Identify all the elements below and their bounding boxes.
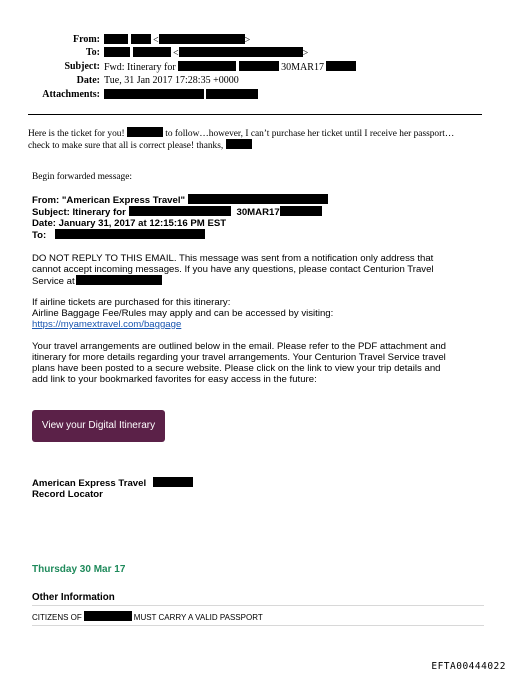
notice-paragraph-1 (32, 253, 434, 287)
document-id: EFTA00444022 (431, 661, 506, 672)
subject-code: 30MAR17 (281, 62, 324, 73)
fwd-from-line (32, 194, 328, 206)
other-info-rule (32, 605, 484, 606)
notice-text: If airline tickets are purchased for this itinerary: (32, 297, 231, 308)
redacted-block (104, 47, 130, 57)
redacted-block (133, 47, 171, 57)
redacted-block (159, 34, 245, 44)
redacted-block (188, 194, 328, 204)
intro-line-2 (28, 139, 252, 152)
intro-text-b: to follow…however, I can’t purchase her ticket until I receive her passport… (165, 129, 455, 139)
redacted-block (55, 229, 205, 239)
redacted-block (178, 61, 236, 71)
redacted-block (239, 61, 279, 71)
redacted-block (84, 611, 132, 621)
day-heading: Thursday 30 Mar 17 (32, 564, 126, 575)
view-itinerary-button[interactable]: View your Digital Itinerary (32, 410, 165, 442)
redacted-block (104, 34, 128, 44)
citizens-text-a: CITIZENS OF (32, 613, 82, 622)
notice-text: DO NOT REPLY TO THIS EMAIL. This message was sent from a notification only address that (32, 253, 434, 264)
redacted-block (226, 139, 252, 149)
redacted-block (179, 47, 303, 57)
notice-text: Your travel arrangements are outlined below in the email. Please refer to the PDF attachment and (32, 341, 447, 352)
fwd-subject-line (32, 206, 328, 218)
citizens-line (32, 611, 263, 623)
subject-prefix: Fwd: Itinerary for (104, 62, 176, 73)
from-lt: < (153, 35, 159, 46)
redacted-block (153, 477, 193, 487)
record-locator (32, 477, 193, 500)
intro-text-a: Here is the ticket for you! (28, 129, 125, 139)
forwarded-header (32, 194, 328, 241)
notice-text: cannot accept incoming messages. If you have any questions, please contact Centurion Travel (32, 264, 434, 275)
fwd-to: To: (32, 230, 47, 241)
baggage-link[interactable]: https://myamextravel.com/baggage (32, 319, 182, 330)
from-gt: > (244, 35, 251, 46)
record-locator-label: Record Locator (32, 489, 103, 500)
redacted-block (127, 127, 163, 137)
notice-text: plans have been posted to a secure website. Please click on the link to view your trip details and (32, 363, 441, 374)
header-separator (28, 114, 482, 115)
citizens-text-b: MUST CARRY A VALID PASSPORT (133, 613, 263, 622)
other-info-title: Other Information (32, 592, 115, 603)
redacted-block (326, 61, 356, 71)
redacted-block (280, 206, 322, 216)
subject-label: Subject: (64, 61, 100, 72)
to-gt: > (302, 48, 309, 59)
to-label: To: (85, 47, 100, 58)
notice-text: itinerary for more details regarding your travel arrangements. Your Centurion Travel Service travel (32, 352, 446, 363)
notice-text: Airline Baggage Fee/Rules may apply and can be accessed by visiting: (32, 308, 334, 319)
fwd-to-line (32, 229, 328, 241)
notice-text (32, 275, 434, 287)
begin-forwarded: Begin forwarded message: (32, 172, 132, 182)
attachments-label: Attachments: (42, 89, 100, 100)
notice-service-at: Service at (32, 276, 75, 287)
fwd-subject-code: 30MAR17 (236, 207, 280, 218)
to-value (104, 47, 308, 60)
to-lt: < (173, 48, 179, 59)
intro-text-c: check to make sure that all is correct please! thanks, (28, 141, 224, 151)
fwd-from: From: "American Express Travel" (32, 195, 186, 206)
notice-paragraph-2 (32, 297, 333, 330)
fwd-subject: Subject: Itinerary for (32, 207, 126, 218)
citizens-rule (32, 625, 484, 626)
record-company: American Express Travel (32, 478, 147, 489)
notice-text: add link to your bookmarked favorites for easy access in the future: (32, 374, 317, 385)
redacted-block (131, 34, 151, 44)
notice-paragraph-3 (32, 341, 446, 385)
date-value: Tue, 31 Jan 2017 17:28:35 +0000 (104, 75, 239, 86)
attachments-value (104, 89, 258, 102)
record-line-1 (32, 477, 193, 489)
from-label: From: (72, 34, 100, 45)
from-value (104, 34, 250, 47)
redacted-block (206, 89, 258, 99)
date-label: Date: (76, 75, 100, 86)
redacted-block (76, 275, 162, 285)
redacted-block (129, 206, 231, 216)
fwd-date-line: Date: January 31, 2017 at 12:15:16 PM EST (32, 218, 227, 229)
redacted-block (104, 89, 204, 99)
subject-value (104, 61, 356, 74)
